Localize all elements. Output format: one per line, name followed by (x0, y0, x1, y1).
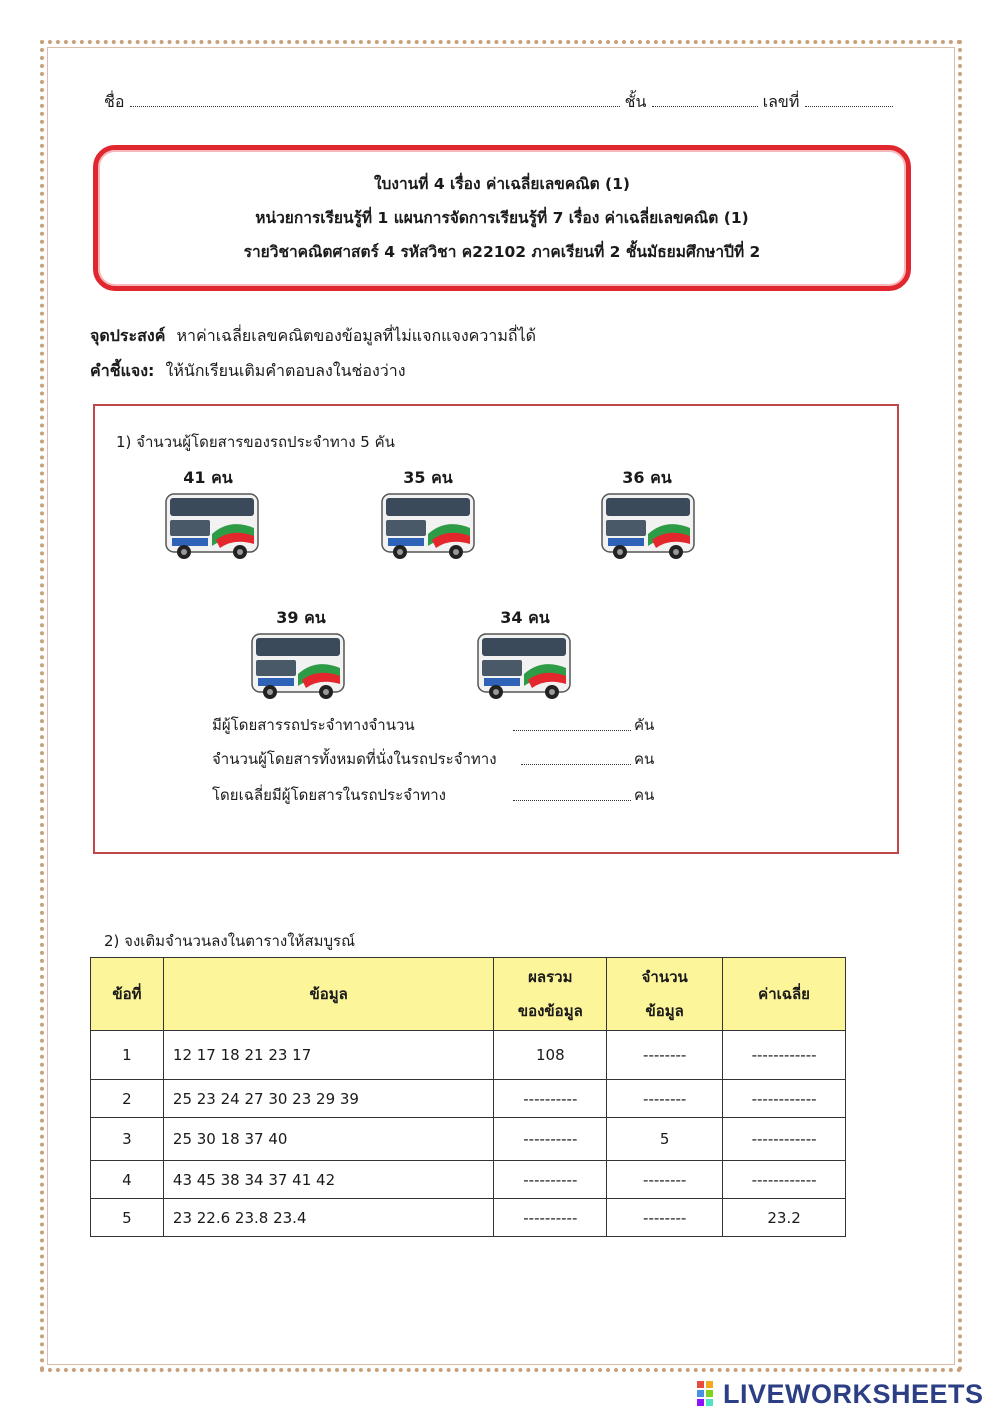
row-sum[interactable]: ---------- (494, 1080, 607, 1118)
row-mean: 23.2 (723, 1199, 846, 1237)
unit-b: คน (634, 750, 655, 768)
objective-label: จุดประสงค์ (90, 326, 166, 345)
question-1-line-c: โดยเฉลี่ยมีผู้โดยสารในรถประจำทาง (212, 786, 447, 804)
header-count-line2: ข้อมูล (645, 1002, 684, 1020)
bus-3-label: 36 คน (622, 468, 672, 487)
question-1-prompt: 1) จำนวนผู้โดยสารของรถประจำทาง 5 คัน (116, 433, 395, 451)
question-1-line-b: จำนวนผู้โดยสารทั้งหมดที่นั่งในรถประจำทาง (212, 750, 497, 768)
row-no: 3 (91, 1118, 164, 1161)
question-2-prompt: 2) จงเติมจำนวนลงในตารางให้สมบูรณ์ (104, 932, 355, 950)
row-sum: 108 (494, 1031, 607, 1080)
data-table (90, 957, 846, 1237)
row-mean[interactable]: ------------ (723, 1161, 846, 1199)
bus-5-label: 34 คน (500, 608, 550, 627)
row-no: 5 (91, 1199, 164, 1237)
number-blank[interactable] (805, 92, 893, 107)
number-label: เลขที่ (762, 92, 800, 111)
instruction (90, 359, 406, 384)
unit-c: คน (634, 786, 655, 804)
row-data: 25 30 18 37 40 (163, 1118, 493, 1161)
bus-4-label: 39 คน (276, 608, 326, 627)
header-no: ข้อที่ (91, 958, 164, 1031)
answer-bus-count[interactable] (513, 716, 631, 731)
row-sum[interactable]: ---------- (494, 1161, 607, 1199)
objective-text: หาค่าเฉลี่ยเลขคณิตของข้อมูลที่ไม่แจกแจงความถี่ได้ (176, 326, 537, 345)
header-sum-line2: ของข้อมูล (517, 1002, 583, 1020)
logo-icon (697, 1379, 723, 1409)
class-blank[interactable] (652, 92, 758, 107)
bus-5-icon (472, 624, 576, 704)
row-count[interactable]: -------- (607, 1080, 723, 1118)
header-sum (494, 958, 607, 1031)
instruction-label: คำชี้แจง: (90, 361, 155, 380)
row-data: 43 45 38 34 37 41 42 (163, 1161, 493, 1199)
row-data: 25 23 24 27 30 23 29 39 (163, 1080, 493, 1118)
header-data: ข้อมูล (163, 958, 493, 1031)
name-label: ชื่อ (104, 92, 125, 111)
bus-1-label: 41 คน (183, 468, 233, 487)
row-mean[interactable]: ------------ (723, 1080, 846, 1118)
unit-a: คัน (634, 716, 655, 734)
header-mean: ค่าเฉลี่ย (723, 958, 846, 1031)
row-no: 1 (91, 1031, 164, 1080)
row-no: 2 (91, 1080, 164, 1118)
header-count-line1: จำนวน (641, 968, 688, 986)
instruction-text: ให้นักเรียนเติมคำตอบลงในช่องว่าง (165, 361, 406, 380)
row-no: 4 (91, 1161, 164, 1199)
bus-2-icon (376, 484, 480, 564)
answer-average[interactable] (513, 786, 631, 801)
row-data: 12 17 18 21 23 17 (163, 1031, 493, 1080)
title-box (93, 145, 911, 291)
row-count: 5 (607, 1118, 723, 1161)
bus-3-icon (596, 484, 700, 564)
row-mean[interactable]: ------------ (723, 1031, 846, 1080)
table-row (91, 1080, 846, 1118)
table-header-row (91, 958, 846, 1031)
row-count[interactable]: -------- (607, 1161, 723, 1199)
title-line-1: ใบงานที่ 4 เรื่อง ค่าเฉลี่ยเลขคณิต (1) (373, 175, 631, 193)
question-1-line-a: มีผู้โดยสารรถประจำทางจำนวน (212, 716, 415, 734)
bus-1-icon (160, 484, 264, 564)
row-count[interactable]: -------- (607, 1199, 723, 1237)
title-line-3: รายวิชาคณิตศาสตร์ 4 รหัสวิชา ค22102 ภาคเรียนที่ 2 ชั้นมัธยมศึกษาปีที่ 2 (243, 243, 761, 261)
row-sum[interactable]: ---------- (494, 1199, 607, 1237)
header-count (607, 958, 723, 1031)
title-line-2: หน่วยการเรียนรู้ที่ 1 แผนการจัดการเรียนรู้ที่ 7 เรื่อง ค่าเฉลี่ยเลขคณิต (1) (255, 209, 749, 227)
row-sum[interactable]: ---------- (494, 1118, 607, 1161)
bus-4-icon (246, 624, 350, 704)
name-blank[interactable] (130, 92, 620, 107)
objective (90, 324, 536, 349)
table-row (91, 1161, 846, 1199)
table-row (91, 1031, 846, 1080)
bus-2-label: 35 คน (403, 468, 453, 487)
liveworksheets-logo[interactable] (697, 1376, 984, 1412)
class-label: ชั้น (624, 92, 647, 111)
logo-text: LIVEWORKSHEETS (723, 1378, 984, 1409)
row-mean[interactable]: ------------ (723, 1118, 846, 1161)
table-row (91, 1118, 846, 1161)
table-row (91, 1199, 846, 1237)
row-data: 23 22.6 23.8 23.4 (163, 1199, 493, 1237)
answer-total-passengers[interactable] (521, 750, 631, 765)
student-info-line (104, 90, 909, 115)
row-count[interactable]: -------- (607, 1031, 723, 1080)
header-sum-line1: ผลรวม (528, 968, 573, 986)
